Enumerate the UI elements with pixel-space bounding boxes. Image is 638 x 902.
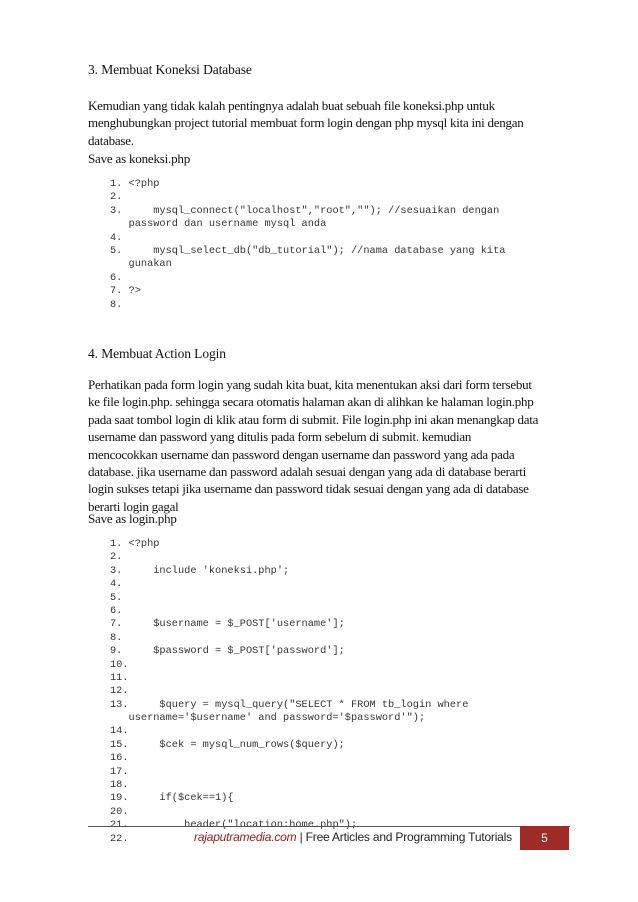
code-line: gunakan [110, 258, 172, 271]
code-line: 18. [110, 779, 129, 792]
footer-divider [88, 826, 570, 827]
code-line: 13. $query = mysql_query("SELECT * FROM tb_login where [110, 698, 469, 711]
code-line: 2. [110, 551, 123, 564]
page-footer [194, 830, 512, 844]
section-4-paragraph [88, 376, 558, 515]
code-line: 5. mysql_select_db("db_tutorial"); //nama database yang kita [110, 244, 506, 257]
page-number-badge: 5 [520, 826, 569, 850]
code-line: 12. [110, 685, 129, 698]
save-as-login-label: Save as login.php [88, 511, 177, 526]
paragraph-line: database. [88, 132, 134, 148]
code-line: 7. ?> [110, 285, 141, 298]
code-line: 11. [110, 671, 129, 684]
code-line: 9. $password = $_POST['password']; [110, 645, 345, 658]
code-line: 4. [110, 231, 123, 244]
section-4-heading: 4. Membuat Action Login [88, 346, 226, 361]
code-line: 17. [110, 765, 129, 778]
koneksi-code-block [110, 178, 505, 312]
code-line: 2. [110, 191, 123, 204]
code-line: 5. [110, 591, 123, 604]
section-3-paragraph [88, 97, 558, 149]
code-line: 6. [110, 271, 123, 284]
save-as-koneksi-label: Save as koneksi.php [88, 151, 190, 166]
code-line: 1. <?php [110, 538, 160, 550]
paragraph-line: mencocokkan username dan password dengan username dan password yang ada pada [88, 446, 515, 462]
code-line: 20. [110, 805, 129, 818]
code-line: 4. [110, 578, 123, 591]
paragraph-line: Kemudian yang tidak kalah pentingnya adalah buat sebuah file koneksi.php untuk [88, 98, 495, 113]
code-line: 8. [110, 298, 123, 311]
code-line: 3. include 'koneksi.php'; [110, 564, 290, 577]
section-3-heading: 3. Membuat Koneksi Database [88, 62, 252, 77]
paragraph-line: login sukses tetapi jika username dan password tidak sesuai dengan yang ada di database [88, 481, 529, 497]
footer-site-link[interactable]: rajaputramedia.com [194, 830, 297, 844]
code-line: 10. [110, 658, 129, 671]
code-line: 3. mysql_connect("localhost","root",""); //sesuaikan dengan [110, 204, 500, 217]
code-line: 7. $username = $_POST['username']; [110, 618, 345, 631]
code-line: 6. [110, 604, 123, 617]
code-line: 15. $cek = mysql_num_rows($query); [110, 738, 345, 751]
footer-tagline: Free Articles and Programming Tutorials [305, 830, 512, 844]
code-line: 19. if($cek==1){ [110, 792, 234, 805]
code-line: 14. [110, 725, 129, 738]
code-line: 16. [110, 752, 129, 765]
code-line: 22. [110, 832, 129, 845]
login-code-block [110, 538, 468, 846]
footer-separator: | [296, 830, 306, 844]
code-line: 1. <?php [110, 178, 160, 190]
code-line: 8. [110, 631, 123, 644]
paragraph-line: pada saat tombol login di klik atau form di submit. File login.php ini akan menangkap data [88, 411, 539, 427]
paragraph-line: username dan password yang ditulis pada form sebelum di submit. kemudian [88, 429, 472, 445]
paragraph-line: ke file login.php. sehingga secara otomatis halaman akan di alihkan ke halaman login.php [88, 394, 534, 410]
code-line: username='$username' and password='$password'"); [110, 712, 426, 725]
paragraph-line: Perhatikan pada form login yang sudah kita buat, kita menentukan aksi dari form tersebut [88, 377, 532, 392]
paragraph-line: database. jika username dan password adalah sesuai dengan yang ada di database berarti [88, 464, 527, 480]
paragraph-line: menghubungkan project tutorial membuat form login dengan php mysql kita ini dengan [88, 115, 524, 131]
paragraph-line: berarti login gagal [88, 498, 179, 514]
code-line: 21. header("location:home.php"); [110, 819, 358, 832]
code-line: password dan username mysql anda [110, 218, 327, 231]
